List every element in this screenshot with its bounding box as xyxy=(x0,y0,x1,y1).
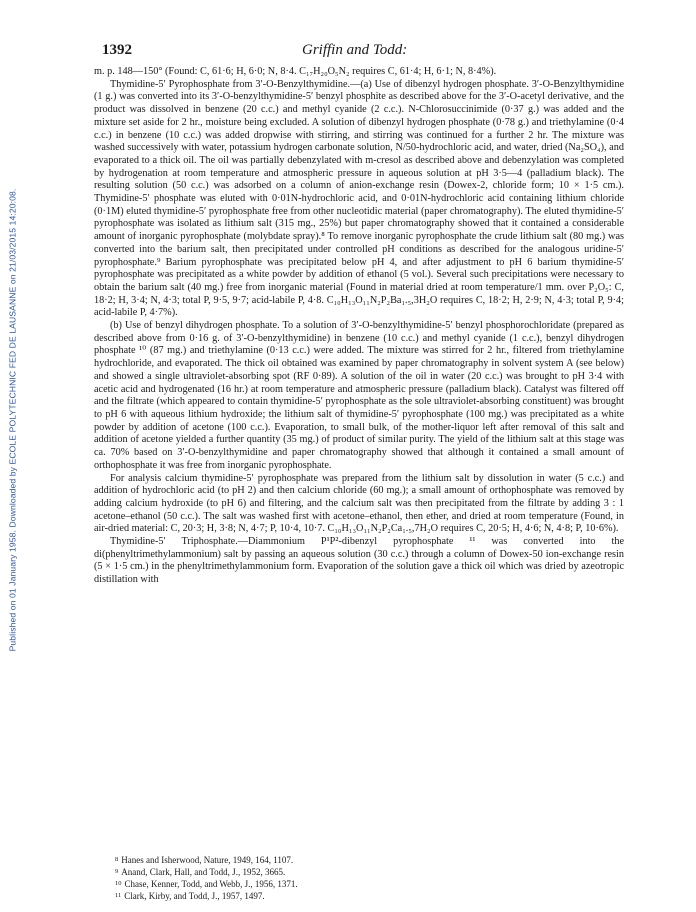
download-notice-text: Published on 01 January 1958. Downloaded by ECOLE POLYTECHNIC FED DE LAUSANNE on 21/03/2015 14:20:08. xyxy=(7,188,17,652)
footnote-text: Hanes and Isherwood, Nature, 1949, 164, 1107. xyxy=(121,855,294,865)
footnote-text: Clark, Kirby, and Todd, J., 1957, 1497. xyxy=(124,891,265,901)
paragraph-2: Thymidine-5′ Pyrophosphate from 3′-O-Benzylthymidine.—(a) Use of dibenzyl hydrogen phosphate. 3′-O-Benzylthymidine (1 g.) was converted into its 3′-O-benzylthymidine-5′ benzyl phosphite as described above for the 3′-O-acetyl derivative, and the product was dissolved in benzene (20 c.c.) and methyl cyanide (2 c.c.). N-Chlorosuccinimide (0·37 g.) was added and the mixture set aside for 2 hr., moisture being excluded. A solution of dibenzyl hydrogen phosphate (0·78 g.) and triethylamine (0·4 c.c.) in benzene (10 c.c.) was added dropwise with stirring, and stirring was continued for a further 2 hr. The mixture was washed successively with water, potassium hydrogen carbonate solution, N/50-hydrochloric acid, and water, dried (Na₂SO₄), and evaporated to a thick oil. The oil was partially debenzylated with m-cresol as described above and debenzylation was completed by hydrogenation at room temperature and atmospheric pressure in aqueous solution at pH 3·5—4 (palladium black). The resulting solution (50 c.c.) was adsorbed on a column of anion-exchange resin (Dowex-2, chloride form; 10 × 1·5 cm.). Thymidine-5′ phosphate was eluted with 0·01N-hydrochloric acid, and 0·01N-hydrochloric acid containing lithium chloride (0·1M) eluted thymidine-5′ pyrophosphate free from other nucleotidic material (paper chromatography). The eluted thymidine-5′ pyrophosphate was isolated as lithium salt (315 mg., 25%) but paper chromatography showed that it contained a considerable amount of inorganic pyrophosphate (molybdate spray).⁸ To remove inorganic pyrophosphate the crude lithium salt (80 mg.) was converted into the barium salt, then precipitated under controlled pH conditions as described for the analogous uridine-5′ pyrophosphate.⁹ Barium pyrophosphate was precipitated below pH 4, and after adjustment to pH 6 barium thymidine-5′ pyrophosphate was precipitated as a white powder by addition of ethanol (5 vol.). Several such precipitations were necessary to obtain the barium salt (40 mg.) free from inorganic material (Found in material dried at room temperature/1 mm. over P₂O₅: C, 18·2; H, 3·4; N, 4·3; total P, 9·5, 9·7; acid-labile P, 4·8. C₁₀H₁₃O₁₁N₂P₂Ba₁.₅,3H₂O requires C, 18·2; H, 2·9; N, 4·3; total P, 9·4; acid-labile P, 4·7%). xyxy=(94,78,624,319)
footnote xyxy=(115,878,575,890)
page-header xyxy=(102,42,614,64)
running-head: Griffin and Todd: xyxy=(302,42,408,58)
footnote-text: Anand, Clark, Hall, and Todd, J., 1952, 3665. xyxy=(121,867,286,877)
footnote-number: 10 xyxy=(115,880,122,887)
footnote-number: 9 xyxy=(115,868,119,875)
footnote xyxy=(115,890,575,902)
article-body xyxy=(94,66,624,587)
footnote-number: 8 xyxy=(115,856,119,863)
paragraph-3: (b) Use of benzyl dihydrogen phosphate. To a solution of 3′-O-benzylthymidine-5′ benzyl phosphorochloridate (prepared as described above from 0·16 g. of 3′-O-benzylthymidine) in benzene (10 c.c.) and methyl cyanide (1 c.c.), benzyl dihydrogen phosphate ¹⁰ (87 mg.) and triethylamine (0·13 c.c.) were added. The mixture was stirred for 2 hr., filtered from triethylamine hydrochloride, and evaporated. The thick oil obtained was examined by paper chromatography in solvent system A (see below) and showed a single ultraviolet-absorbing spot (RF 0·89). A solution of the oil in water (20 c.c.) was brought to pH 3·4 with acetic acid and hydrogenated (16 hr.) at room temperature and atmospheric pressure (palladium black). Catalyst was filtered off and the filtrate (which appeared to contain thymidine-5′ pyrophosphate as the sole ultraviolet-absorbing constituent) was brought to pH 6 with aqueous lithium hydroxide; the lithium salt of thymidine-5′ pyrophosphate (100 mg.) was precipitated as a white powder by addition of acetone (100 c.c.). Evaporation, to small bulk, of the mother-liquor left after removal of this salt and addition of acetone yielded a further quantity (35 mg.) of product of similar purity. The yield of the lithium salt at this stage was ca. 70% based on 3′-O-benzylthymidine and paper chromatography showed that although it contained a small amount of orthophosphate it was free from inorganic pyrophosphate. xyxy=(94,320,624,471)
download-notice xyxy=(6,60,18,780)
page-number: 1392 xyxy=(102,42,132,58)
footnote-number: 11 xyxy=(115,892,122,899)
paragraph-1: m. p. 148—150° (Found: C, 61·6; H, 6·0; N, 8·4. C₁₇H₂₀O₅N₂ requires C, 61·4; H, 6·1; N, 8·4%). xyxy=(94,66,497,77)
footnote-text: Chase, Kenner, Todd, and Webb, J., 1956, 1371. xyxy=(124,879,298,889)
paragraph-4: For analysis calcium thymidine-5′ pyrophosphate was prepared from the lithium salt by dissolution in water (5 c.c.) and addition of hydrochloric acid (to pH 2) and then calcium chloride (60 mg.); a small amount of orthophosphate was removed by adding calcium hydroxide (to pH 6) and filtering, and the calcium salt was then precipitated from the filtrate by adding 3 : 1 acetone–ethanol (50 c.c.). The salt was washed first with acetone–ethanol, then ether, and dried at room temperature (Found, in air-dried material: C, 20·3; H, 3·8; N, 4·7; P, 10·4, 10·7. C₁₀H₁₃O₁₁N₂P₂Ca₁.₅,7H₂O requires C, 20·5; H, 4·6; N, 4·8; P, 10·6%). xyxy=(94,472,624,535)
footnote xyxy=(115,854,575,866)
footnotes xyxy=(115,854,575,902)
footnote xyxy=(115,866,575,878)
paragraph-5: Thymidine-5′ Triphosphate.—Diammonium P¹P²-dibenzyl pyrophosphate ¹¹ was converted into the di(phenyltrimethylammonium) salt by passing an aqueous solution (30 c.c.) through a column of Dowex-50 ion-exchange resin (5 × 1·5 cm.) in the phenyltrimethylammonium form. Evaporation of the solution gave a thick oil which was dried by azeotropic distillation with xyxy=(94,536,624,586)
